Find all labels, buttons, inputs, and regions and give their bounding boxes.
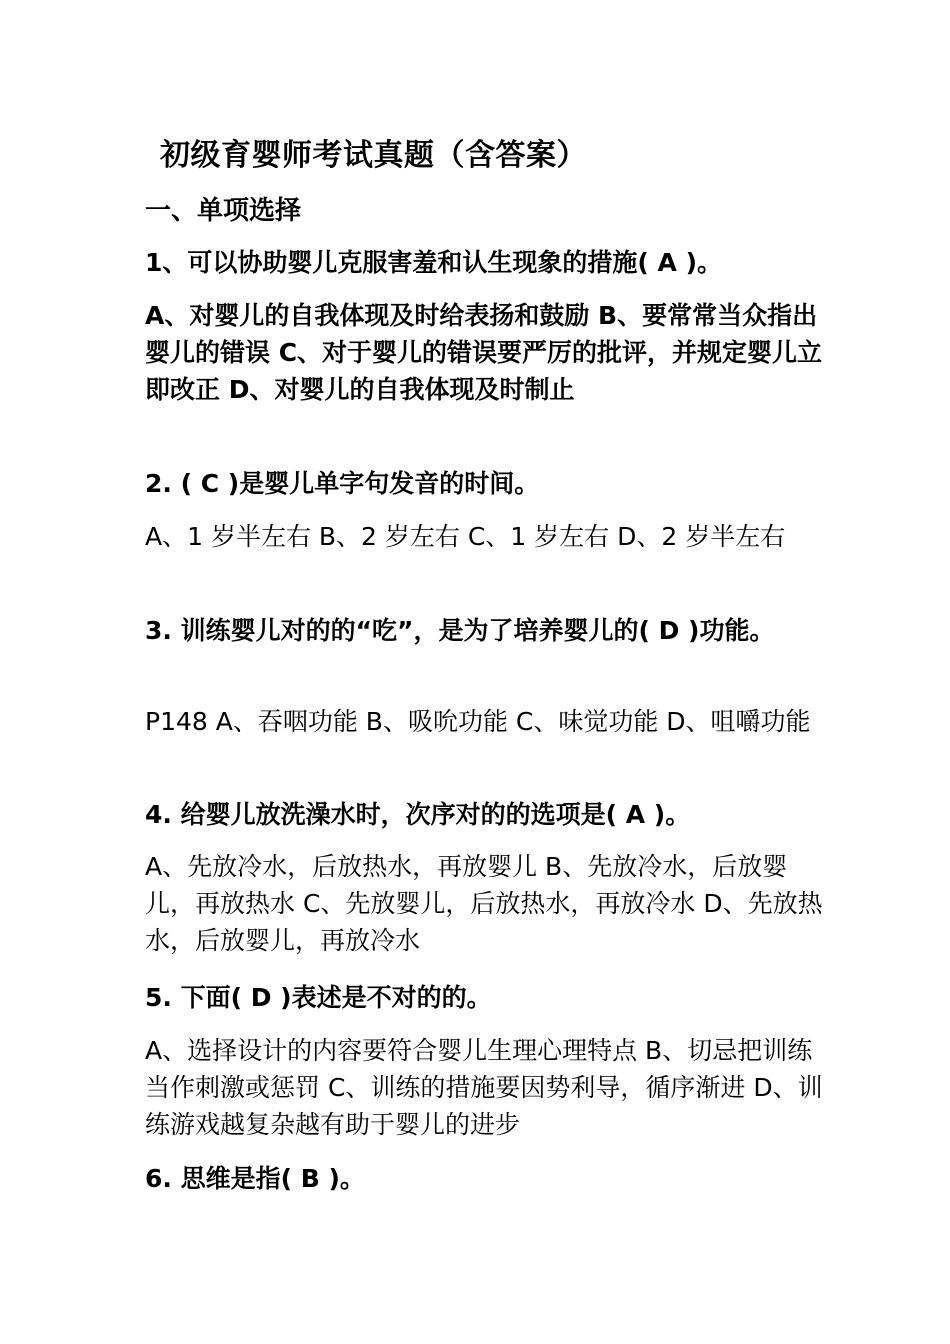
- question-stem-4: 4. 给婴儿放洗澡水时，次序对的的选项是( A )。: [145, 800, 691, 829]
- question-stem-5: 5. 下面( D )表述是不对的的。: [145, 983, 492, 1012]
- question-stem-3: 3. 训练婴儿对的的“吃”，是为了培养婴儿的( D )功能。: [145, 616, 775, 645]
- question-stem-2: 2. ( C )是婴儿单字句发音的时间。: [145, 469, 540, 498]
- question-options-5: A、选择设计的内容要符合婴儿生理心理特点 B、切忌把训练当作刺激或惩罚 C、训练的措施要因势利导，循序渐进 D、训练游戏越复杂越有助于婴儿的进步: [145, 1036, 823, 1139]
- question-options-1: A、对婴儿的自我体现及时给表扬和鼓励 B、要常常当众指出婴儿的错误 C、对于婴儿的错误要严厉的批评，并规定婴儿立即改正 D、对婴儿的自我体现及时制止: [145, 301, 823, 404]
- section-heading: 一、单项选择: [145, 196, 302, 226]
- question-stem-1: 1、可以协助婴儿克服害羞和认生现象的措施( A )。: [145, 248, 723, 277]
- question-options-4: A、先放冷水，后放热水，再放婴儿 B、先放冷水，后放婴儿，再放热水 C、先放婴儿，后放热水，再放冷水 D、先放热水，后放婴儿，再放冷水: [145, 852, 823, 955]
- question-options-2: A、1 岁半左右 B、2 岁左右 C、1 岁左右 D、2 岁半左右: [145, 522, 786, 551]
- question-options-3: P148 A、吞咽功能 B、吸吮功能 C、味觉功能 D、咀嚼功能: [145, 707, 811, 736]
- question-stem-6: 6. 思维是指( B )。: [145, 1164, 365, 1193]
- document-title: 初级育婴师考试真题（含答案）: [160, 138, 587, 173]
